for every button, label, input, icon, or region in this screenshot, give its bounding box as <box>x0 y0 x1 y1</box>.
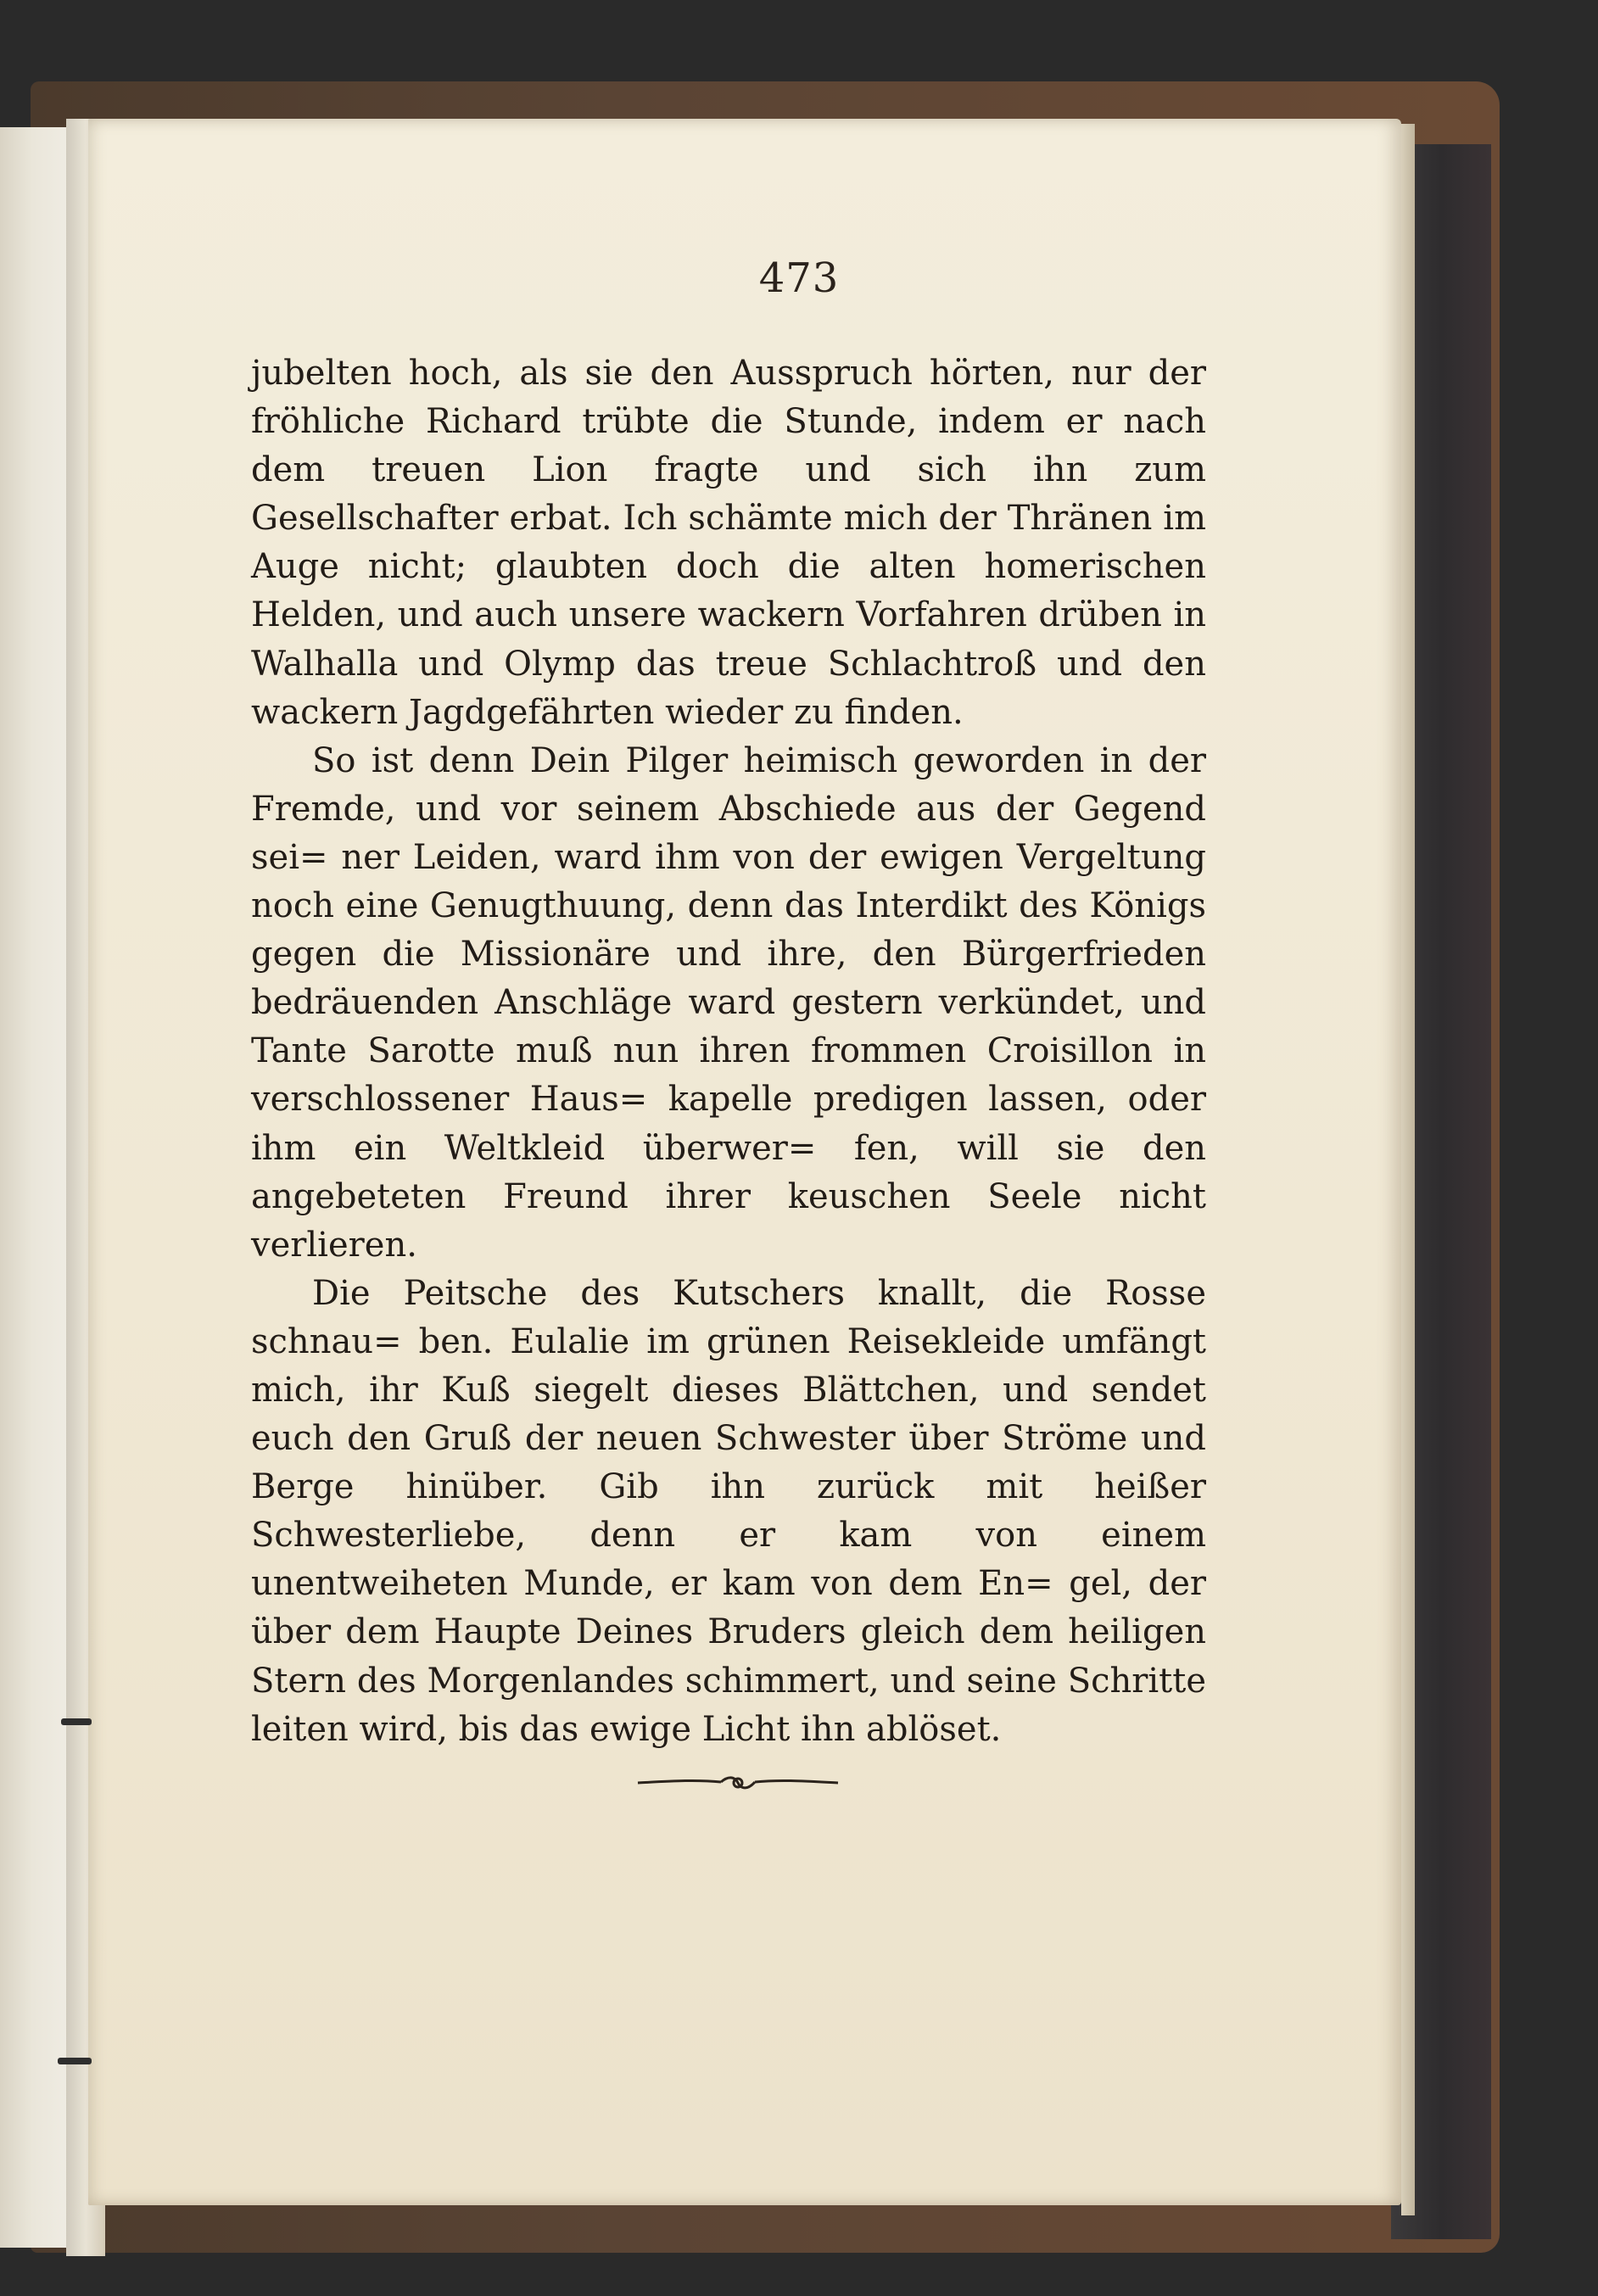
page-body <box>251 349 1206 1754</box>
binding-thread-mark <box>58 2058 92 2064</box>
paragraph: jubelten hoch, als sie den Ausspruch hörten, nur der fröhliche Richard trübte die Stunde, indem er nach dem treuen Lion fragte und sich ihn zum Gesellschafter erbat. Ich schämte mich der Thränen im Auge nicht; glaubten doch die alten homerischen Helden, und auch unsere wackern Vorfahren drüben in Walhalla und Olymp das treue Schlachtroß und den wackern Jagdgefährten wieder zu finden. <box>251 354 1206 732</box>
page-number: 473 <box>758 254 840 302</box>
end-ornament <box>636 1771 840 1795</box>
paragraph: Die Peitsche des Kutschers knallt, die Rosse schnau= ben. Eulalie im grünen Reisekleide umfängt mich, ihr Kuß siegelt dieses Blättchen, und sendet euch den Gruß der neuen Schwester über Ströme und Berge hinüber. Gib ihn zurück mit heißer Schwesterliebe, denn er kam von einem unentweiheten Munde, er kam von dem En= gel, der über dem Haupte Deines Bruders gleich dem heiligen Stern des Morgenlandes schimmert, und seine Schritte leiten wird, bis das ewige Licht ihn ablöset. <box>251 1273 1206 1749</box>
page-block-edge <box>1401 124 1415 2215</box>
binding-thread-mark <box>61 1718 92 1725</box>
paragraph: So ist denn Dein Pilger heimisch geworden in der Fremde, und vor seinem Abschiede aus der Gegend sei= ner Leiden, ward ihm von der ewigen Vergeltung noch eine Genugthuung, denn das Interdikt des Königs gegen die Missionäre und ihre, den Bürgerfrieden bedräuenden Anschläge ward gestern verkündet, und Tante Sarotte muß nun ihren frommen Croisillon in verschlossener Haus= kapelle predigen lassen, oder ihm ein Weltkleid überwer= fen, will sie den angebeteten Freund ihrer keuschen Seele nicht verlieren. <box>251 740 1206 1265</box>
